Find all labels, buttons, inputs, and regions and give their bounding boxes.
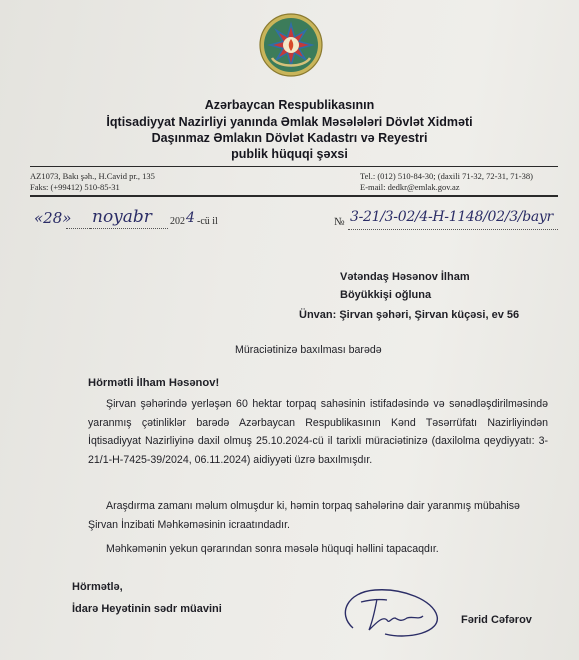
signer-name: Fərid Cəfərov (461, 614, 532, 626)
closing-regards: Hörmətlə, (72, 581, 123, 593)
date-year-digit: 4 (186, 210, 195, 226)
letter-subject: Müraciətinizə baxılması barədə (235, 344, 382, 356)
azerbaijan-coat-of-arms-icon (258, 12, 324, 78)
date-day-dots (66, 228, 90, 229)
reference-dots (348, 229, 558, 230)
recipient-name: Vətəndaş Həsənov İlham (340, 271, 470, 283)
header-rule-top (30, 166, 558, 167)
date-month: noyabr (92, 207, 152, 227)
body-paragraph-1: Şirvan şəhərində yerləşən 60 hektar torpaq sahəsinin istifadəsində və sənədləşdirilməsində yaranmış çətinliklər barədə Azərbaycan Respublikasının Kənd Təsərrüfatı Nazirliyindən İqtisadiyyat Nazirliyinə daxil olmuş 25.10.2024-cü il tarixli müraciətinizə (daxilolma qeydiyyatı: 3-21/1-H-7425-39/2024, 06.11.2024) aidiyyəti üzrə baxılmışdır. (88, 398, 548, 466)
header-ministry: İqtisadiyyat Nazirliyi yanında Əmlak Məsələləri Dövlət Xidməti (106, 115, 473, 129)
date-day: «28» (34, 209, 72, 227)
recipient-address: Ünvan: Şirvan şəhəri, Şirvan küçəsi, ev 56 (299, 309, 520, 321)
reference-number: 3-21/3-02/4-H-1148/02/3/bayr (350, 209, 553, 225)
header-rule-bottom (30, 195, 558, 197)
body-paragraph-3: Məhkəmənin yekun qərarından sonra məsələ hüquqi həllini tapacaqdır. (106, 543, 439, 555)
handwritten-signature (333, 582, 445, 642)
header-agency: Daşınmaz Əmlakın Dövlət Kadastrı və Reyestri (151, 131, 428, 145)
greeting: Hörmətli İlham Həsənov! (88, 377, 220, 389)
header-country: Azərbaycan Respublikasının (204, 98, 375, 112)
signer-position: İdarə Heyətinin sədr müavini (72, 603, 222, 615)
reference-prefix: № (334, 216, 345, 228)
contact-email: E-mail: dedkr@emlak.gov.az (360, 182, 460, 192)
recipient-patronymic: Böyükkişi oğluna (340, 289, 432, 301)
date-month-dots (90, 228, 168, 229)
contact-address: AZ1073, Bakı şəh., H.Cavid pr., 135 (30, 171, 155, 181)
contact-tel: Tel.: (012) 510-84-30; (daxili 71-32, 72-31, 71-38) (360, 171, 533, 181)
header-legal-entity: publik hüquqi şəxsi (231, 147, 348, 161)
date-suffix: -cü il (197, 216, 218, 227)
date-year-prefix: 202 (170, 216, 185, 227)
body-paragraph-2: Araşdırma zamanı məlum olmuşdur ki, həmin torpaq sahələrinə dair yaranmış mübahisə Şirvan İnzibati Məhkəməsinin icraatındadır. (88, 500, 520, 531)
contact-fax: Faks: (+99412) 510-85-31 (30, 182, 120, 192)
